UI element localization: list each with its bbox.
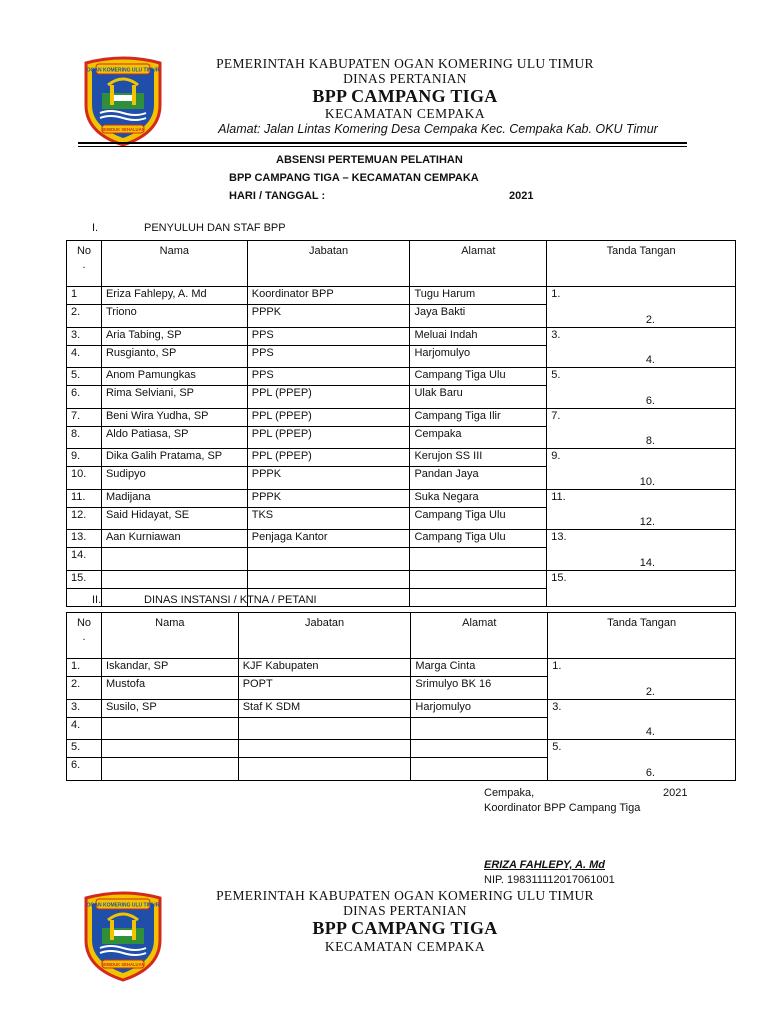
column-header-alamat: Alamat: [411, 613, 548, 659]
column-header-tanda-tangan: Tanda Tangan: [547, 241, 736, 287]
cell-nama: Aldo Patiasa, SP: [101, 426, 247, 449]
table-row: [67, 386, 736, 409]
cell-nama: [101, 570, 247, 588]
letterhead-line-3: BPP CAMPANG TIGA: [312, 86, 498, 106]
table-row: [67, 305, 736, 328]
cell-nama: Triono: [101, 305, 247, 328]
cell-alamat: Harjomulyo: [410, 345, 547, 368]
cell-nama: Beni Wira Yudha, SP: [101, 408, 247, 426]
document-title: ABSENSI PERTEMUAN PELATIHAN: [276, 154, 463, 166]
cell-alamat: [410, 570, 547, 588]
row-number: 11.: [67, 489, 102, 507]
cell-nama: [101, 548, 247, 571]
row-number: 14.: [67, 548, 102, 571]
table-row: [67, 530, 736, 548]
cell-nama: Madijana: [101, 489, 247, 507]
cell-alamat: Marga Cinta: [411, 659, 548, 677]
row-number: 8.: [67, 426, 102, 449]
signature-cell[interactable]: [547, 368, 736, 386]
column-header-alamat: Alamat: [410, 241, 547, 287]
closing-place: Cempaka,: [484, 787, 535, 799]
cell-nama: Iskandar, SP: [101, 659, 238, 677]
section2-number: II.: [92, 594, 102, 606]
column-header-no: No .: [67, 241, 102, 287]
cell-jabatan: TKS: [247, 507, 410, 530]
row-number: 15.: [67, 570, 102, 588]
svg-text:SEBIDUK SEHALUAN: SEBIDUK SEHALUAN: [101, 962, 145, 967]
signature-number: 10.: [639, 475, 655, 488]
cell-jabatan: PPPK: [247, 467, 410, 490]
row-number: 5.: [67, 740, 102, 758]
signature-number: 3.: [552, 700, 562, 713]
table-row: [67, 758, 736, 781]
svg-text:OGAN KOMERING ULU TIMUR: OGAN KOMERING ULU TIMUR: [86, 902, 160, 909]
row-number: 12.: [67, 507, 102, 530]
cell-jabatan: PPL (PPEP): [247, 386, 410, 409]
cell-alamat: Srimulyo BK 16: [411, 677, 548, 700]
cell-jabatan: [238, 758, 411, 781]
table-row: [67, 740, 736, 758]
row-number: 4.: [67, 717, 102, 740]
cell-jabatan: Koordinator BPP: [247, 287, 410, 305]
cell-nama: [101, 758, 238, 781]
cell-nama: Said Hidayat, SE: [101, 507, 247, 530]
table-row: [67, 345, 736, 368]
svg-text:SEBIDUK SEHALUAN: SEBIDUK SEHALUAN: [101, 127, 145, 132]
signature-number: 9.: [551, 450, 561, 462]
signature-number: 1.: [551, 288, 561, 300]
cell-jabatan: [238, 740, 411, 758]
cell-jabatan: PPPK: [247, 305, 410, 328]
signature-cell[interactable]: [547, 345, 736, 368]
cell-alamat: Cempaka: [410, 426, 547, 449]
letterhead-line-4: KECAMATAN CEMPAKA: [324, 106, 486, 121]
table-row: [67, 699, 736, 717]
column-header-jabatan: Jabatan: [247, 241, 410, 287]
table-row: [67, 426, 736, 449]
signature-number: 8.: [645, 435, 655, 447]
signature-cell[interactable]: [547, 408, 736, 426]
cell-alamat: Harjomulyo: [411, 699, 548, 717]
letterhead-line-1: PEMERINTAH KABUPATEN OGAN KOMERING ULU TIMUR: [216, 56, 594, 71]
date-label: HARI / TANGGAL :: [229, 190, 326, 202]
signature-cell[interactable]: [547, 449, 736, 467]
cell-alamat: [411, 717, 548, 740]
table-row: [67, 327, 736, 345]
attendance-table-agency: [66, 612, 736, 781]
cell-jabatan: KJF Kabupaten: [238, 659, 411, 677]
table-row: [67, 548, 736, 571]
row-number: 2.: [67, 305, 102, 328]
table-row: [67, 408, 736, 426]
signature-cell[interactable]: [547, 386, 736, 409]
row-number: 2.: [67, 677, 102, 700]
cell-alamat: [411, 758, 548, 781]
cell-nama: Aria Tabing, SP: [101, 327, 247, 345]
table-row: [67, 449, 736, 467]
row-number: 13.: [67, 530, 102, 548]
table-row: [67, 467, 736, 490]
signatory-nip: NIP. 198311112017061001: [484, 874, 615, 886]
table-row: [67, 287, 736, 305]
cell-nama: Aan Kurniawan: [101, 530, 247, 548]
signature-number: 11.: [551, 490, 566, 503]
table-header-row: [67, 241, 736, 287]
cell-nama: Susilo, SP: [101, 699, 238, 717]
cell-alamat: Pandan Jaya: [410, 467, 547, 490]
signature-number: 13.: [551, 531, 567, 543]
signature-number: 5.: [551, 369, 561, 381]
signature-number: 6.: [645, 394, 655, 407]
document-subtitle: BPP CAMPANG TIGA – KECAMATAN CEMPAKA: [229, 172, 479, 184]
cell-alamat: [410, 588, 547, 606]
signature-cell[interactable]: [548, 717, 736, 740]
row-number: 9.: [67, 449, 102, 467]
cell-nama: Mustofa: [101, 677, 238, 700]
signature-cell[interactable]: [547, 287, 736, 305]
table-row: [67, 489, 736, 507]
signature-cell[interactable]: [547, 588, 736, 606]
cell-alamat: Campang Tiga Ulu: [410, 507, 547, 530]
cell-jabatan: PPPK: [247, 489, 410, 507]
letterhead-rule-thin: [78, 146, 687, 147]
signature-cell[interactable]: [547, 530, 736, 548]
signature-cell[interactable]: [548, 740, 736, 758]
bottom-letterhead-line-2: DINAS PERTANIAN: [343, 903, 467, 918]
table-row: [67, 368, 736, 386]
closing-year: 2021: [663, 787, 688, 799]
table-header-row: [67, 613, 736, 659]
signature-cell[interactable]: [548, 758, 736, 781]
row-number: 10.: [67, 467, 102, 490]
signature-cell[interactable]: [548, 659, 736, 677]
cell-jabatan: PPL (PPEP): [247, 408, 410, 426]
cell-alamat: Campang Tiga Ulu: [410, 530, 547, 548]
column-header-jabatan: Jabatan: [238, 613, 411, 659]
cell-alamat: Campang Tiga Ulu: [410, 368, 547, 386]
signature-number: 4.: [645, 726, 655, 738]
date-year: 2021: [509, 190, 534, 202]
closing-role: Koordinator BPP Campang Tiga: [484, 802, 641, 814]
cell-jabatan: POPT: [238, 677, 411, 700]
signature-cell[interactable]: [548, 677, 736, 700]
cell-alamat: Meluai Indah: [410, 327, 547, 345]
signature-number: 1.: [552, 660, 562, 672]
signature-number: 12.: [639, 516, 655, 528]
bottom-letterhead-line-4: KECAMATAN CEMPAKA: [324, 939, 486, 954]
section2-heading: DINAS INSTANSI / KTNA / PETANI: [144, 594, 317, 606]
bottom-letterhead-line-3: BPP CAMPANG TIGA: [312, 918, 498, 938]
cell-jabatan: [238, 717, 411, 740]
table-row: [67, 717, 736, 740]
row-number: 6.: [67, 386, 102, 409]
column-header-no: No .: [67, 613, 102, 659]
cell-alamat: [411, 740, 548, 758]
signature-number: 14.: [639, 556, 655, 569]
row-number: 5.: [67, 368, 102, 386]
row-number: 1.: [67, 659, 102, 677]
signature-number: 3.: [551, 328, 561, 341]
signature-cell[interactable]: [547, 467, 736, 490]
cell-alamat: Suka Negara: [410, 489, 547, 507]
cell-jabatan: [247, 548, 410, 571]
cell-nama: Sudipyo: [101, 467, 247, 490]
letterhead-rule-thick: [78, 142, 687, 144]
cell-alamat: Ulak Baru: [410, 386, 547, 409]
table-row: [67, 677, 736, 700]
signature-number: 7.: [551, 409, 561, 422]
row-number: 4.: [67, 345, 102, 368]
cell-nama: [101, 717, 238, 740]
cell-alamat: [410, 548, 547, 571]
cell-jabatan: Penjaga Kantor: [247, 530, 410, 548]
section1-heading: PENYULUH DAN STAF BPP: [144, 222, 286, 234]
row-number: 3.: [67, 327, 102, 345]
signature-cell[interactable]: [547, 426, 736, 449]
cell-nama: Eriza Fahlepy, A. Md: [101, 287, 247, 305]
signature-cell[interactable]: [547, 570, 736, 588]
cell-nama: [101, 740, 238, 758]
letterhead-address: Alamat: Jalan Lintas Komering Desa Cempaka Kec. Cempaka Kab. OKU Timur: [218, 122, 658, 136]
cell-jabatan: PPS: [247, 327, 410, 345]
signature-number: 2.: [645, 313, 655, 326]
signature-cell[interactable]: [548, 699, 736, 717]
svg-text:OGAN KOMERING ULU TIMUR: OGAN KOMERING ULU TIMUR: [86, 67, 160, 74]
cell-alamat: Campang Tiga Ilir: [410, 408, 547, 426]
column-header-nama: Nama: [101, 613, 238, 659]
signature-cell[interactable]: [547, 507, 736, 530]
signature-number: 5.: [552, 741, 562, 753]
signature-cell[interactable]: [547, 305, 736, 328]
cell-jabatan: Staf K SDM: [238, 699, 411, 717]
signature-cell[interactable]: [547, 548, 736, 571]
cell-nama: Rusgianto, SP: [101, 345, 247, 368]
signature-number: 4.: [645, 354, 655, 366]
cell-jabatan: PPL (PPEP): [247, 449, 410, 467]
cell-jabatan: PPL (PPEP): [247, 426, 410, 449]
row-number: 7.: [67, 408, 102, 426]
bottom-letterhead-line-1: PEMERINTAH KABUPATEN OGAN KOMERING ULU TIMUR: [216, 888, 594, 903]
row-number: 1: [67, 287, 102, 305]
signatory-name: ERIZA FAHLEPY, A. Md: [484, 859, 606, 871]
signature-number: 15.: [551, 571, 567, 584]
cell-nama: Dika Galih Pratama, SP: [101, 449, 247, 467]
table-row: [67, 659, 736, 677]
table-row: [67, 507, 736, 530]
signature-number: 2.: [645, 685, 655, 698]
cell-nama: Anom Pamungkas: [101, 368, 247, 386]
signature-cell[interactable]: [547, 327, 736, 345]
row-number: 3.: [67, 699, 102, 717]
signature-cell[interactable]: [547, 489, 736, 507]
cell-jabatan: PPS: [247, 345, 410, 368]
attendance-table-staff: [66, 240, 736, 607]
cell-alamat: Kerujon SS III: [410, 449, 547, 467]
row-number: 6.: [67, 758, 102, 781]
cell-nama: Rima Selviani, SP: [101, 386, 247, 409]
cell-alamat: Tugu Harum: [410, 287, 547, 305]
cell-jabatan: [247, 570, 410, 588]
cell-jabatan: PPS: [247, 368, 410, 386]
letterhead-line-2: DINAS PERTANIAN: [343, 71, 467, 86]
section1-number: I.: [92, 222, 99, 234]
table-row: [67, 570, 736, 588]
column-header-tanda-tangan: Tanda Tangan: [548, 613, 736, 659]
signature-number: 6.: [645, 766, 655, 779]
cell-alamat: Jaya Bakti: [410, 305, 547, 328]
column-header-nama: Nama: [101, 241, 247, 287]
